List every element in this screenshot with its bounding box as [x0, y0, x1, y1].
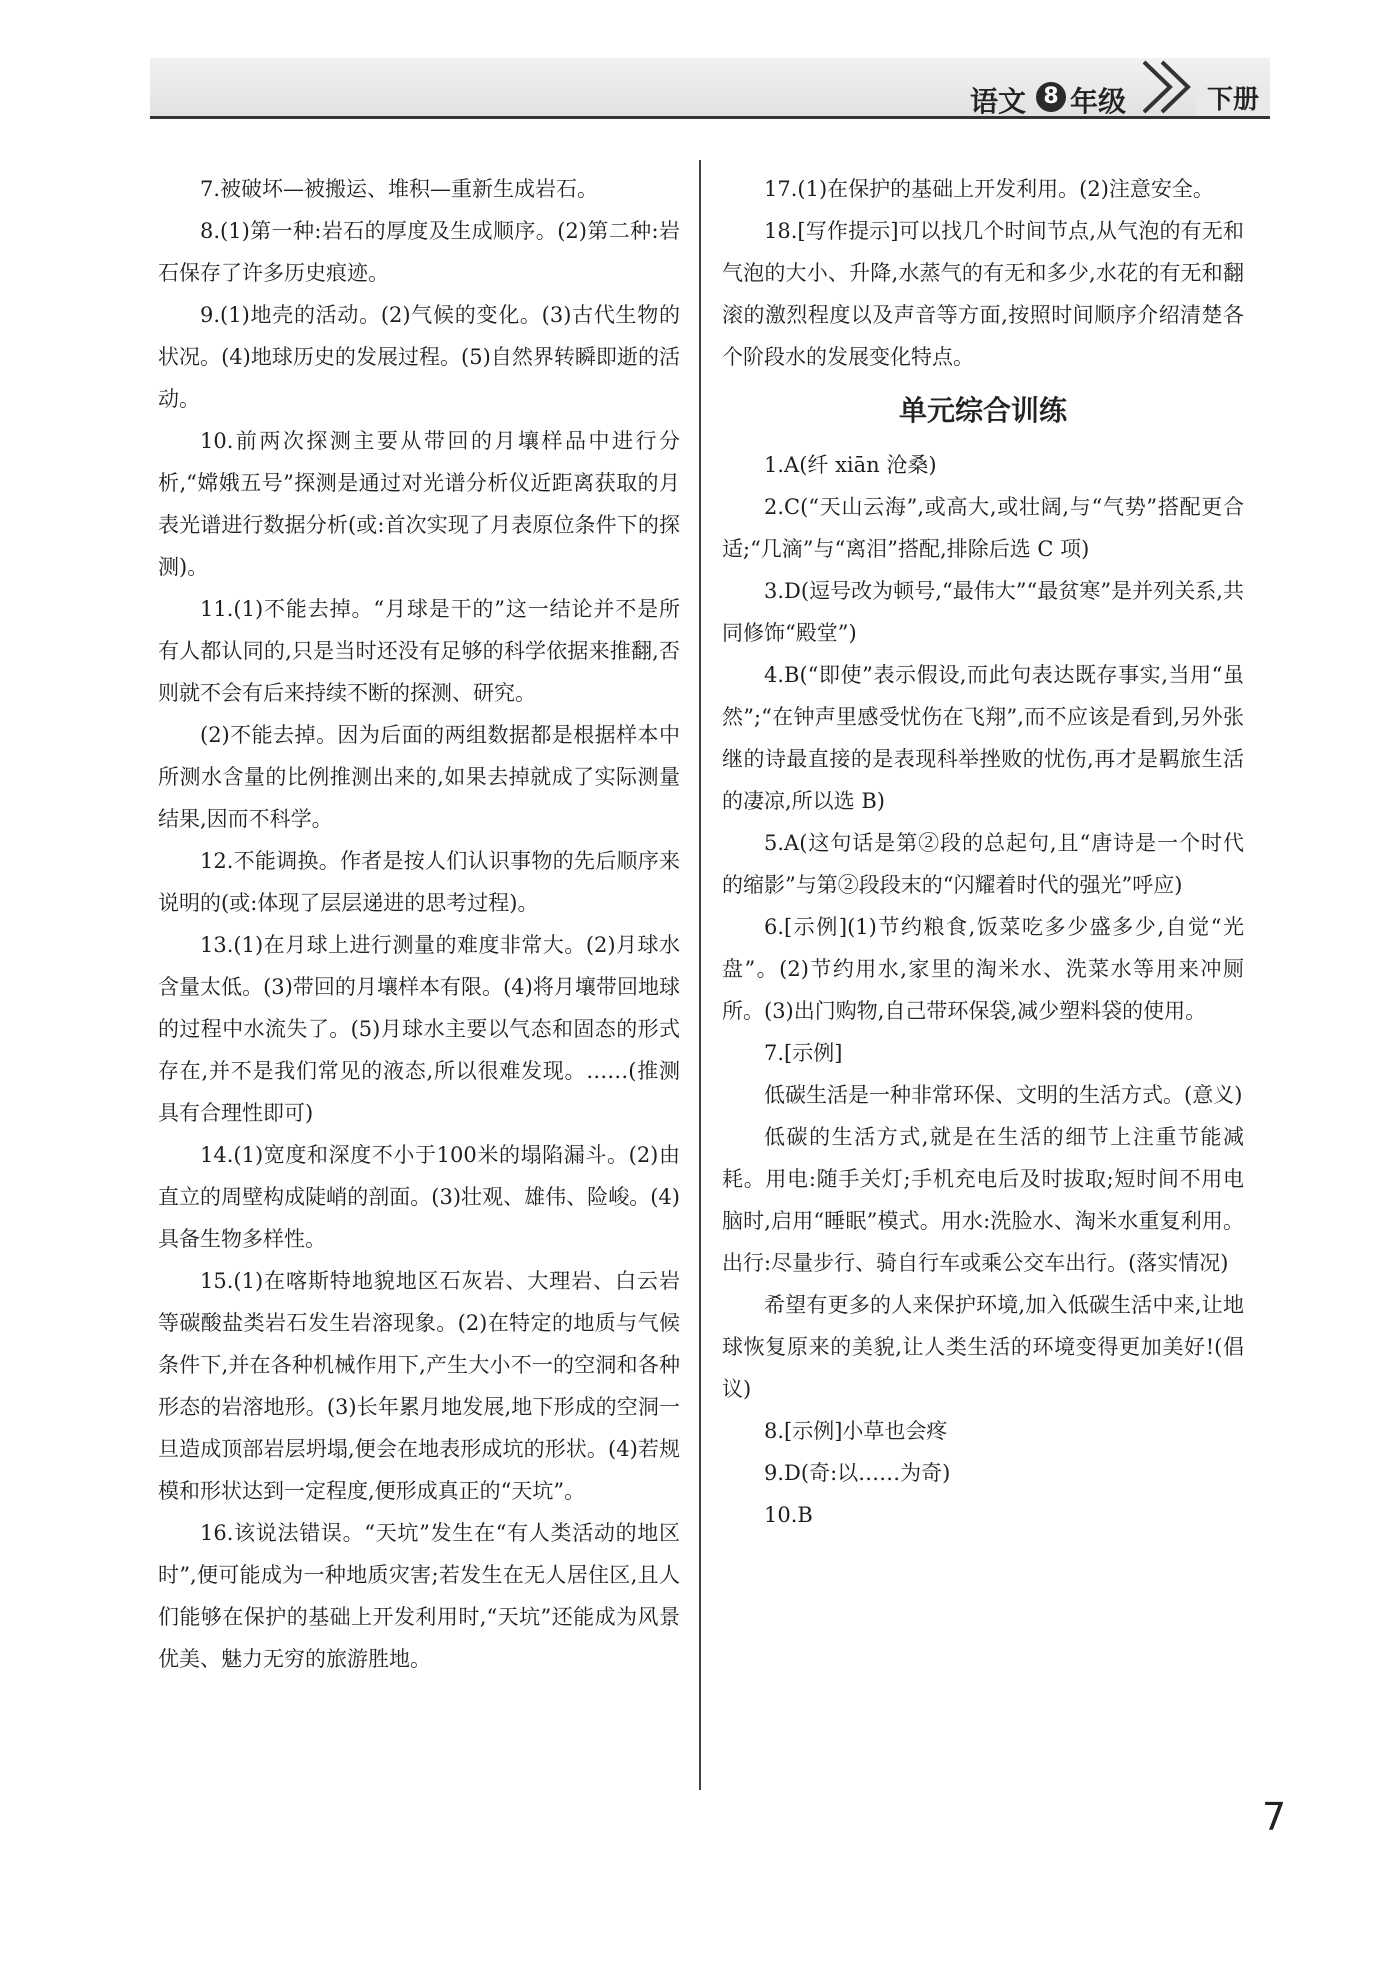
- grade-label: 年级: [1070, 85, 1127, 118]
- answer-paragraph: 7.[示例]: [764, 1041, 843, 1065]
- answer-paragraph: 18.[写作提示]可以找几个时间节点,从气泡的有无和气泡的大小、升降,水蒸气的有无和多少,水花的有无和翻滚的激烈程度以及声音等方面,按照时间顺序介绍清楚各个阶段水的发展变化特点。: [722, 219, 1244, 369]
- volume-label: 下册: [1196, 84, 1270, 116]
- answer-paragraph: 7.被破坏—被搬运、堆积—重新生成岩石。: [200, 177, 599, 201]
- answer-paragraph: 4.B(“即使”表示假设,而此句表达既存事实,当用“虽然”;“在钟声里感受忧伤在飞翔”,而不应该是看到,另外张继的诗最直接的是表现科举挫败的忧伤,再才是羁旅生活的凄凉,所以选 B): [722, 663, 1244, 813]
- page-number: 7: [1262, 1795, 1287, 1839]
- answer-paragraph: 17.(1)在保护的基础上开发利用。(2)注意安全。: [764, 177, 1214, 201]
- answer-paragraph: 低碳生活是一种非常环保、文明的生活方式。(意义): [764, 1083, 1243, 1107]
- answer-paragraph: 8.[示例]小草也会疼: [764, 1419, 948, 1443]
- column-divider: [699, 160, 701, 1790]
- answer-paragraph: 13.(1)在月球上进行测量的难度非常大。(2)月球水含量太低。(3)带回的月壤样本有限。(4)将月壤带回地球的过程中水流失了。(5)月球水主要以气态和固态的形式存在,并不是我们常见的液态,所以很难发现。……(推测具有合理性即可): [158, 933, 680, 1125]
- answer-paragraph: 1.A(纤 xiān 沧桑): [764, 453, 937, 477]
- answer-paragraph: 希望有更多的人来保护环境,加入低碳生活中来,让地球恢复原来的美貌,让人类生活的环境变得更加美好!(倡议): [722, 1293, 1244, 1401]
- answer-paragraph: 12.不能调换。作者是按人们认识事物的先后顺序来说明的(或:体现了层层递进的思考过程)。: [158, 849, 680, 915]
- left-column: [158, 168, 680, 1680]
- subject-label: 语文: [970, 85, 1027, 118]
- answer-paragraph: 2.C(“天山云海”,或高大,或壮阔,与“气势”搭配更合适;“几滴”与“离泪”搭配,排除后选 C 项): [722, 495, 1244, 561]
- answer-paragraph: 8.(1)第一种:岩石的厚度及生成顺序。(2)第二种:岩石保存了许多历史痕迹。: [158, 219, 680, 285]
- answer-paragraph: 6.[示例](1)节约粮食,饭菜吃多少盛多少,自觉“光盘”。(2)节约用水,家里的淘米水、洗菜水等用来冲厕所。(3)出门购物,自己带环保袋,减少塑料袋的使用。: [722, 915, 1244, 1023]
- answer-paragraph: 10.前两次探测主要从带回的月壤样品中进行分析,“嫦娥五号”探测是通过对光谱分析仪近距离获取的月表光谱进行数据分析(或:首次实现了月表原位条件下的探测)。: [158, 429, 680, 579]
- answer-paragraph: (2)不能去掉。因为后面的两组数据都是根据样本中所测水含量的比例推测出来的,如果去掉就成了实际测量结果,因而不科学。: [158, 723, 680, 831]
- answer-paragraph: 3.D(逗号改为顿号,“最伟大”“最贫寒”是并列关系,共同修饰“殿堂”): [722, 579, 1244, 645]
- answer-paragraph: 低碳的生活方式,就是在生活的细节上注重节能减耗。用电:随手关灯;手机充电后及时拔取;短时间不用电脑时,启用“睡眠”模式。用水:洗脸水、淘米水重复利用。出行:尽量步行、骑自行车或乘公交车出行。(落实情况): [722, 1125, 1244, 1275]
- grade-number-badge: 8: [1036, 82, 1066, 112]
- answer-paragraph: 15.(1)在喀斯特地貌地区石灰岩、大理岩、白云岩等碳酸盐类岩石发生岩溶现象。(2)在特定的地质与气候条件下,并在各种机械作用下,产生大小不一的空洞和各种形态的岩溶地形。(3)长年累月地发展,地下形成的空洞一旦造成顶部岩层坍塌,便会在地表形成坑的形状。(4)若规模和形状达到一定程度,便形成真正的“天坑”。: [158, 1269, 680, 1503]
- answer-paragraph: 10.B: [764, 1503, 813, 1527]
- page-header: [0, 0, 1398, 130]
- answer-paragraph: 14.(1)宽度和深度不小于100米的塌陷漏斗。(2)由直立的周壁构成陡峭的剖面。(3)壮观、雄伟、险峻。(4)具备生物多样性。: [158, 1143, 680, 1251]
- answer-paragraph: 5.A(这句话是第②段的总起句,且“唐诗是一个时代的缩影”与第②段段末的“闪耀着时代的强光”呼应): [722, 831, 1244, 897]
- answer-paragraph: 11.(1)不能去掉。“月球是干的”这一结论并不是所有人都认同的,只是当时还没有足够的科学依据来推翻,否则就不会有后来持续不断的探测、研究。: [158, 597, 680, 705]
- answer-paragraph: 16.该说法错误。“天坑”发生在“有人类活动的地区时”,便可能成为一种地质灾害;若发生在无人居住区,且人们能够在保护的基础上开发利用时,“天坑”还能成为风景优美、魅力无穷的旅游胜地。: [158, 1521, 680, 1671]
- right-column: [722, 168, 1244, 1536]
- answer-paragraph: 9.(1)地壳的活动。(2)气候的变化。(3)古代生物的状况。(4)地球历史的发展过程。(5)自然界转瞬即逝的活动。: [158, 303, 680, 411]
- section-title: 单元综合训练: [898, 394, 1067, 427]
- answer-paragraph: 9.D(奇:以……为奇): [764, 1461, 951, 1485]
